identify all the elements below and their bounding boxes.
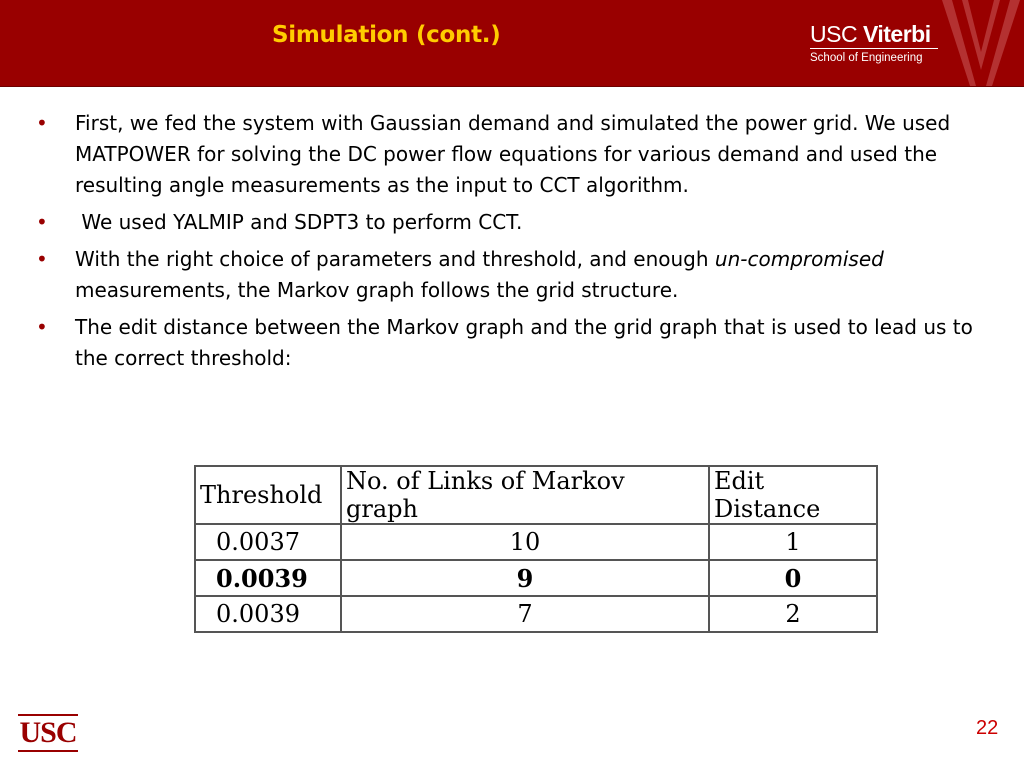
header-links: No. of Links of Markov graph	[341, 466, 709, 524]
cell-edit-distance: 0	[709, 560, 877, 596]
bullet-text: We used YALMIP and SDPT3 to perform CCT.	[75, 210, 523, 234]
bullet-text-before: With the right choice of parameters and threshold, and enough	[75, 247, 715, 271]
bullet-item	[36, 244, 996, 306]
results-table	[194, 465, 878, 633]
usc-viterbi-logo	[810, 20, 938, 65]
logo-viterbi-text: Viterbi	[862, 21, 931, 47]
cell-links: 9	[341, 560, 709, 596]
cell-threshold: 0.0039	[195, 596, 341, 632]
bullet-text-italic: un-compromised	[714, 247, 884, 271]
bullet-dot-icon: •	[36, 210, 48, 234]
cell-edit-distance: 2	[709, 596, 877, 632]
logo-school-text: School of Engineering	[810, 48, 938, 65]
bullet-text-after: measurements, the Markov graph follows the grid structure.	[75, 278, 679, 302]
header-threshold: Threshold	[195, 466, 341, 524]
page-number: 22	[976, 717, 999, 739]
cell-threshold: 0.0037	[195, 524, 341, 560]
bullet-item	[36, 207, 996, 238]
cell-threshold: 0.0039	[195, 560, 341, 596]
header-edit-distance: Edit Distance	[709, 466, 877, 524]
bullet-item	[36, 108, 996, 201]
table-row	[195, 596, 877, 632]
bullet-dot-icon: •	[36, 315, 48, 339]
cell-links: 7	[341, 596, 709, 632]
usc-footer-logo: USC	[18, 714, 78, 752]
slide-title: Simulation (cont.)	[272, 22, 501, 48]
bullet-item	[36, 312, 996, 374]
logo-usc-text: USC	[810, 21, 863, 47]
table-row	[195, 560, 877, 596]
cell-edit-distance: 1	[709, 524, 877, 560]
bullet-list	[36, 108, 996, 380]
bullet-text: The edit distance between the Markov graph and the grid graph that is used to lead us to the correct threshold:	[75, 315, 973, 370]
table-header-row	[195, 466, 877, 524]
bullet-text: First, we fed the system with Gaussian demand and simulated the power grid. We used MATPOWER for solving the DC power flow equations for various demand and used the resulting angle measurements as the input to CCT algorithm.	[75, 111, 951, 197]
table-row	[195, 524, 877, 560]
bullet-dot-icon: •	[36, 247, 48, 271]
viterbi-v-icon	[938, 0, 1024, 86]
bullet-dot-icon: •	[36, 111, 48, 135]
slide-header	[0, 0, 1024, 87]
cell-links: 10	[341, 524, 709, 560]
